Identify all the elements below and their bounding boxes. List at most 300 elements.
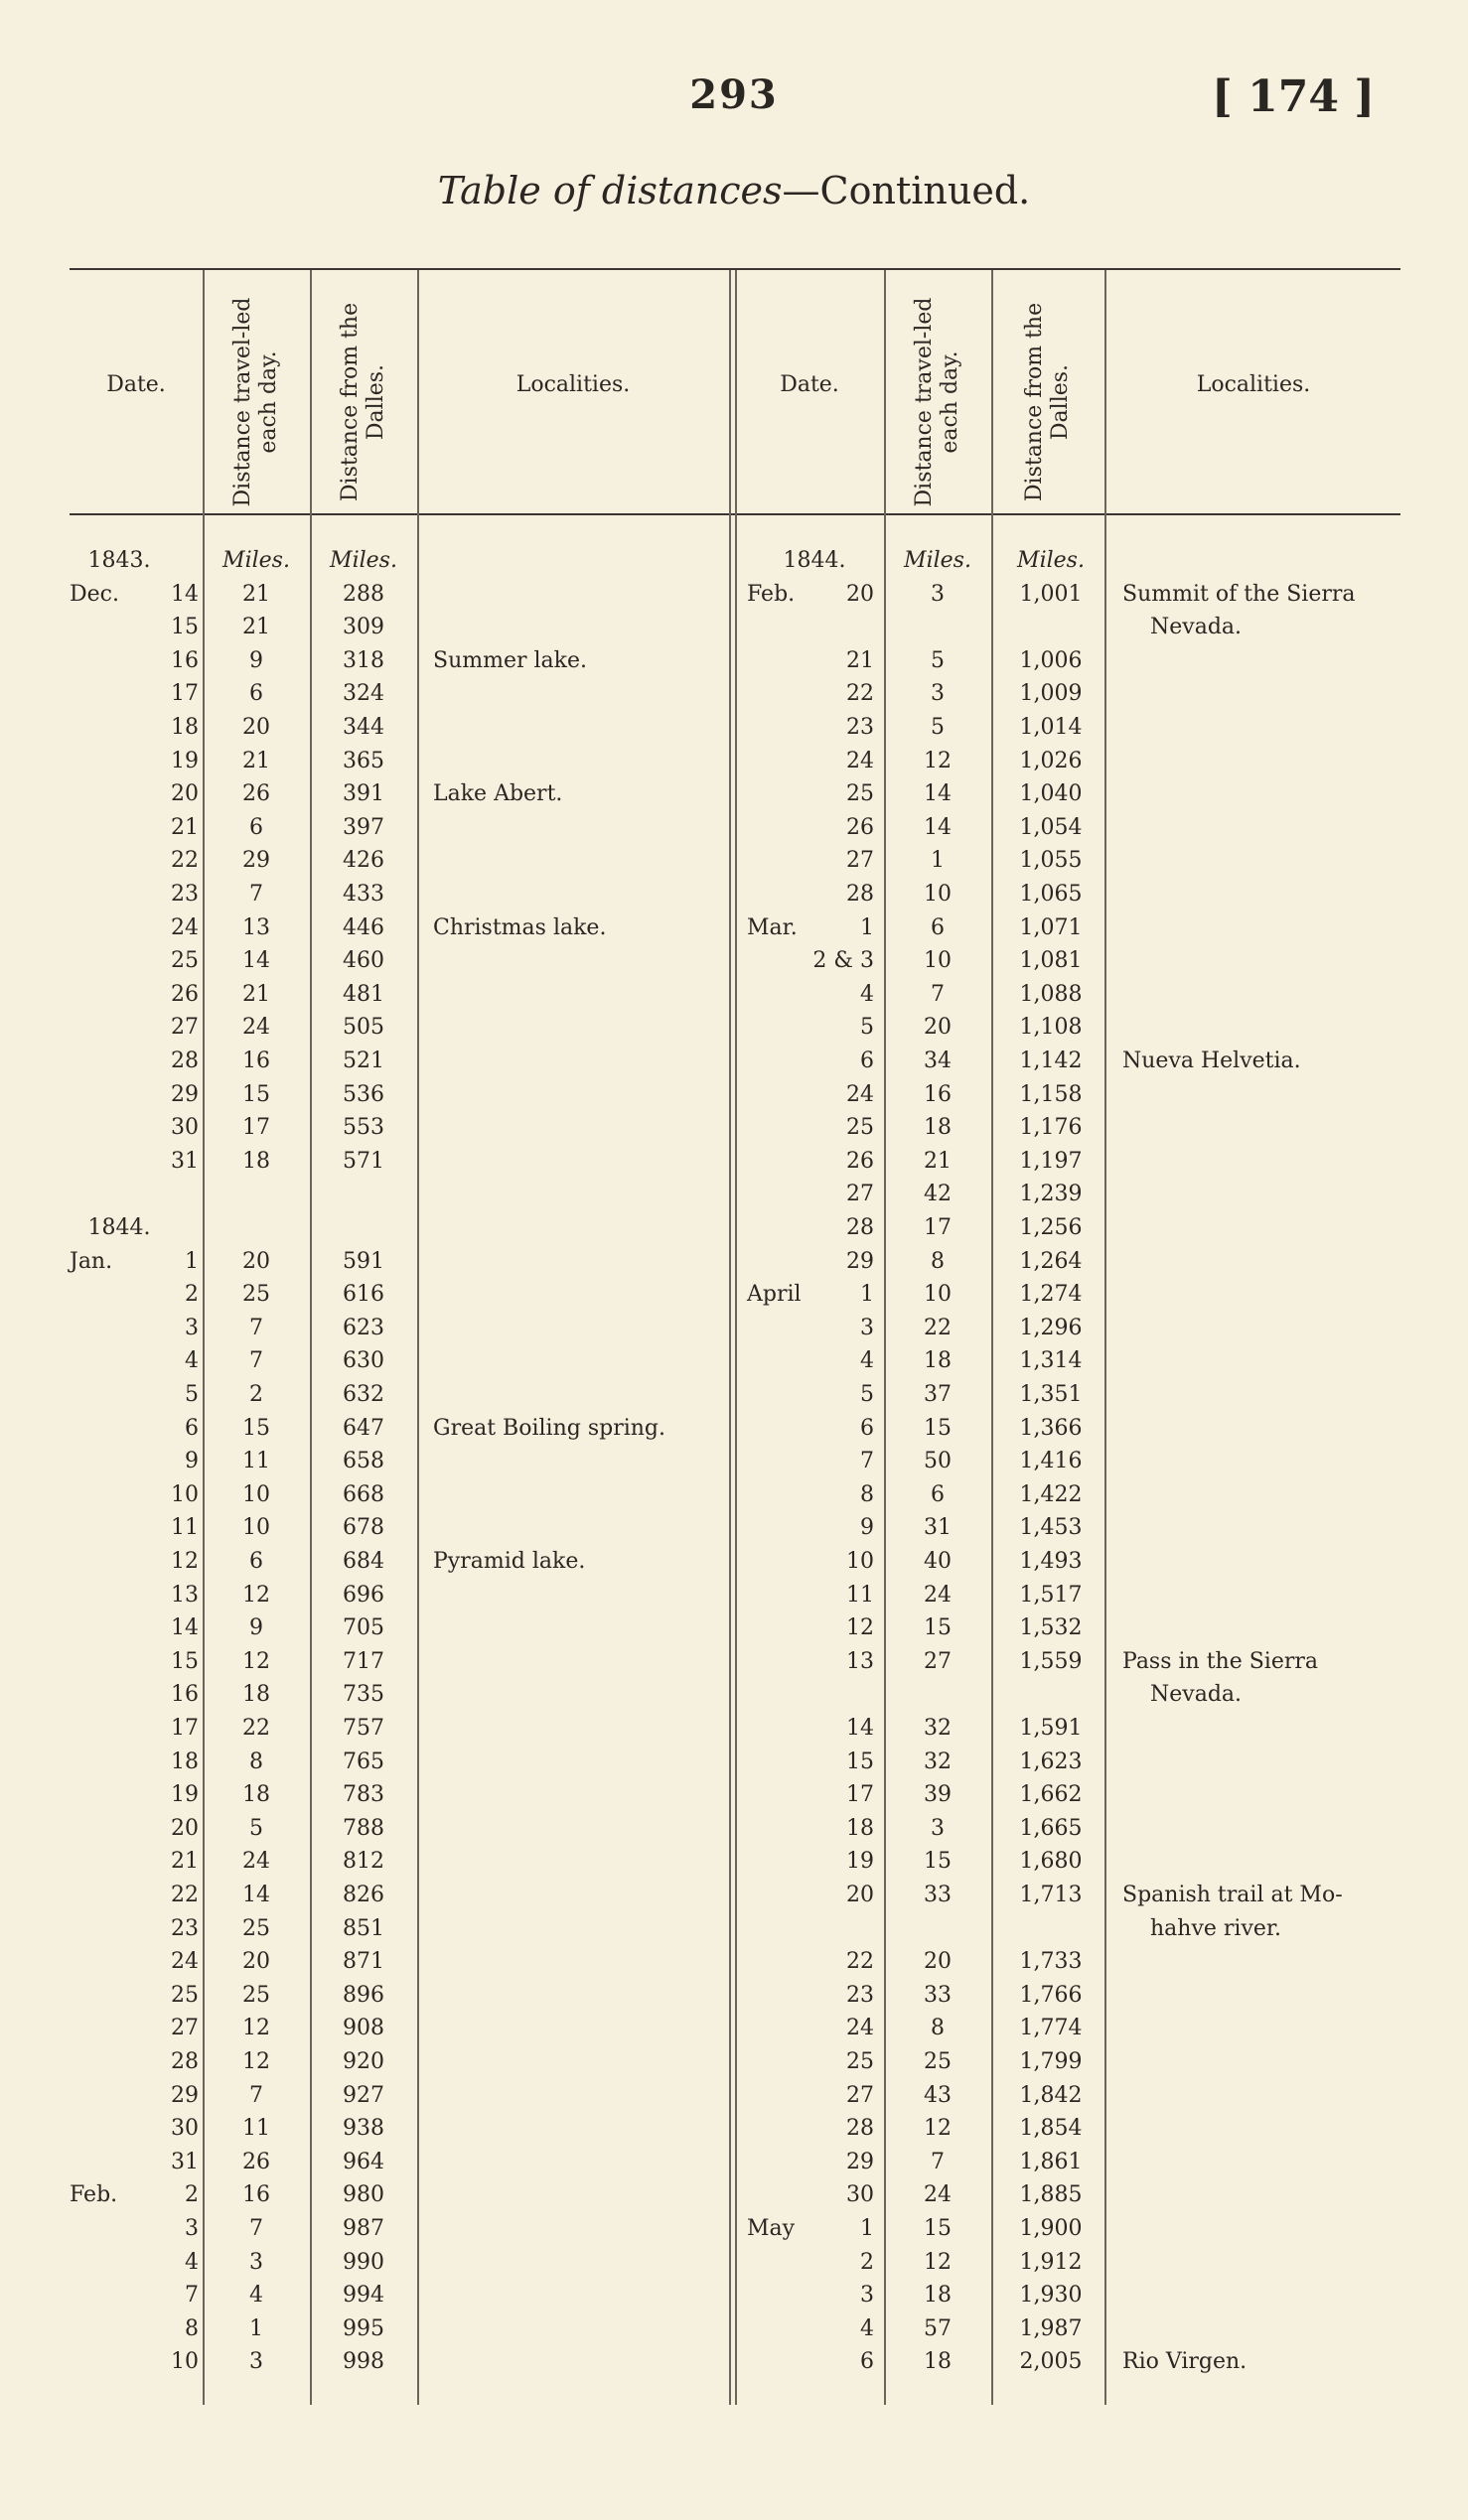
distance-cell: 16 <box>924 1081 952 1107</box>
col-rule <box>1104 270 1106 2405</box>
day-cell: 26 <box>846 814 874 840</box>
day-cell: 30 <box>171 1115 199 1141</box>
distance-cell: 7 <box>931 981 945 1007</box>
day-cell: 29 <box>171 2082 199 2108</box>
total-cell: 623 <box>343 1315 384 1340</box>
distance-cell: 6 <box>931 1481 945 1507</box>
total-cell: 1,591 <box>1019 1716 1083 1741</box>
day-cell: 25 <box>171 1982 199 2008</box>
distance-cell: 7 <box>249 2216 263 2241</box>
day-cell: 18 <box>171 1749 199 1774</box>
day-cell: 12 <box>171 1549 199 1574</box>
month-label: Jan. <box>70 1248 113 1274</box>
distance-cell: 14 <box>242 948 270 974</box>
distance-cell: 22 <box>924 1315 952 1340</box>
distance-cell: 25 <box>242 1982 270 2008</box>
total-cell: 757 <box>343 1716 384 1741</box>
total-cell: 1,351 <box>1019 1382 1083 1407</box>
day-cell: 23 <box>846 1982 874 2008</box>
locality-cell: Nueva Helvetia. <box>1122 1049 1301 1073</box>
total-cell: 927 <box>343 2082 384 2108</box>
distance-cell: 21 <box>242 581 270 607</box>
total-cell: 446 <box>343 914 384 940</box>
locality-cell: Summit of the Sierra <box>1122 581 1356 607</box>
day-cell: 25 <box>846 781 874 807</box>
day-cell: 3 <box>185 2216 199 2241</box>
year-label: 1844. <box>783 548 846 573</box>
header-date-right: Date. <box>780 372 839 397</box>
header-from-dalles-right: Distance from the Dalles. <box>1022 302 1073 502</box>
distance-cell: 5 <box>931 715 945 740</box>
miles-unit: Miles. <box>330 548 397 573</box>
distance-cell: 27 <box>924 1648 952 1674</box>
distance-cell: 18 <box>242 1782 270 1808</box>
total-cell: 365 <box>343 748 384 773</box>
day-cell: 1 <box>860 914 874 940</box>
distance-cell: 15 <box>924 1849 952 1875</box>
distance-cell: 3 <box>249 2349 263 2375</box>
day-cell: 18 <box>846 1815 874 1841</box>
distance-cell: 7 <box>249 882 263 907</box>
total-cell: 1,662 <box>1019 1782 1083 1808</box>
total-cell: 309 <box>343 615 384 640</box>
total-cell: 324 <box>343 681 384 707</box>
day-cell: 7 <box>185 2283 199 2309</box>
distance-cell: 25 <box>242 1915 270 1941</box>
distance-cell: 12 <box>242 1648 270 1674</box>
day-cell: 15 <box>171 1648 199 1674</box>
total-cell: 1,453 <box>1019 1515 1083 1541</box>
total-cell: 717 <box>343 1648 384 1674</box>
day-cell: 30 <box>171 2116 199 2142</box>
total-cell: 1,665 <box>1019 1815 1083 1841</box>
distance-cell: 8 <box>931 1248 945 1274</box>
distance-cell: 31 <box>924 1515 952 1541</box>
distance-cell: 6 <box>249 1549 263 1574</box>
day-cell: 21 <box>846 647 874 673</box>
total-cell: 1,081 <box>1019 948 1083 974</box>
distance-cell: 50 <box>924 1449 952 1474</box>
day-cell: 27 <box>846 848 874 874</box>
total-cell: 536 <box>343 1081 384 1107</box>
day-cell: 28 <box>171 1049 199 1073</box>
total-cell: 505 <box>343 1015 384 1041</box>
distance-cell: 21 <box>242 748 270 773</box>
distance-cell: 20 <box>242 1248 270 1274</box>
total-cell: 938 <box>343 2116 384 2142</box>
header-travelled-right: Distance travel-led each day. <box>912 297 962 507</box>
month-label: Feb. <box>70 2182 118 2208</box>
day-cell: 27 <box>846 2082 874 2108</box>
total-cell: 684 <box>343 1549 384 1574</box>
total-cell: 1,264 <box>1019 1248 1083 1274</box>
distance-cell: 21 <box>924 1148 952 1174</box>
total-cell: 1,197 <box>1019 1148 1083 1174</box>
day-cell: 31 <box>171 2149 199 2174</box>
total-cell: 1,766 <box>1019 1982 1083 2008</box>
total-cell: 1,040 <box>1019 781 1083 807</box>
day-cell: 28 <box>846 1215 874 1240</box>
total-cell: 1,009 <box>1019 681 1083 707</box>
col-rule <box>729 270 731 2405</box>
total-cell: 980 <box>343 2182 384 2208</box>
day-cell: 12 <box>846 1615 874 1641</box>
distance-cell: 24 <box>924 2182 952 2208</box>
total-cell: 1,256 <box>1019 1215 1083 1240</box>
distance-cell: 11 <box>242 2116 270 2142</box>
distance-cell: 20 <box>924 1015 952 1041</box>
distance-cell: 10 <box>242 1515 270 1541</box>
day-cell: 20 <box>171 781 199 807</box>
day-cell: 2 <box>185 2182 199 2208</box>
day-cell: 2 <box>185 1282 199 1308</box>
day-cell: 20 <box>171 1815 199 1841</box>
total-cell: 426 <box>343 848 384 874</box>
total-cell: 1,366 <box>1019 1415 1083 1441</box>
total-cell: 1,900 <box>1019 2216 1083 2241</box>
day-cell: 28 <box>846 2116 874 2142</box>
distance-cell: 7 <box>249 1348 263 1374</box>
total-cell: 1,774 <box>1019 2016 1083 2041</box>
day-cell: 14 <box>171 581 199 607</box>
day-cell: 4 <box>185 1348 199 1374</box>
day-cell: 22 <box>171 848 199 874</box>
distance-cell: 43 <box>924 2082 952 2108</box>
distance-cell: 29 <box>242 848 270 874</box>
total-cell: 1,274 <box>1019 1282 1083 1308</box>
distance-cell: 25 <box>242 1282 270 1308</box>
distance-cell: 7 <box>249 1315 263 1340</box>
bracket-number: [ 174 ] <box>1212 71 1376 122</box>
distance-cell: 6 <box>249 681 263 707</box>
total-cell: 1,176 <box>1019 1115 1083 1141</box>
day-cell: 17 <box>171 681 199 707</box>
day-cell: 14 <box>171 1615 199 1641</box>
day-cell: 21 <box>171 1849 199 1875</box>
distance-cell: 9 <box>249 647 263 673</box>
day-cell: 24 <box>846 748 874 773</box>
total-cell: 433 <box>343 882 384 907</box>
distance-cell: 8 <box>249 1749 263 1774</box>
distance-cell: 3 <box>249 2249 263 2275</box>
total-cell: 1,071 <box>1019 914 1083 940</box>
day-cell: 6 <box>860 1049 874 1073</box>
day-cell: 24 <box>846 1081 874 1107</box>
col-rule <box>735 270 737 2405</box>
day-cell: 26 <box>846 1148 874 1174</box>
locality-cell: Pyramid lake. <box>433 1549 586 1574</box>
day-cell: 20 <box>846 581 874 607</box>
distance-cell: 16 <box>242 2182 270 2208</box>
day-cell: 27 <box>171 1015 199 1041</box>
day-cell: 20 <box>846 1883 874 1907</box>
table-title <box>0 169 1468 212</box>
total-cell: 318 <box>343 647 384 673</box>
year-label: 1843. <box>87 548 151 573</box>
day-cell: 10 <box>846 1549 874 1574</box>
distance-cell: 12 <box>924 2249 952 2275</box>
distance-cell: 32 <box>924 1716 952 1741</box>
total-cell: 630 <box>343 1348 384 1374</box>
distance-cell: 3 <box>931 681 945 707</box>
total-cell: 1,001 <box>1019 581 1083 607</box>
col-rule <box>991 270 993 2405</box>
total-cell: 521 <box>343 1049 384 1073</box>
distance-cell: 8 <box>931 2016 945 2041</box>
day-cell: 29 <box>846 1248 874 1274</box>
distance-cell: 18 <box>242 1682 270 1708</box>
distance-cell: 18 <box>924 1348 952 1374</box>
distance-cell: 11 <box>242 1449 270 1474</box>
total-cell: 1,912 <box>1019 2249 1083 2275</box>
total-cell: 1,296 <box>1019 1315 1083 1340</box>
title-rest: —Continued. <box>782 169 1031 212</box>
total-cell: 1,713 <box>1019 1883 1083 1907</box>
total-cell: 1,842 <box>1019 2082 1083 2108</box>
total-cell: 591 <box>343 1248 384 1274</box>
distance-cell: 15 <box>242 1415 270 1441</box>
day-cell: 25 <box>171 948 199 974</box>
total-cell: 1,142 <box>1019 1049 1083 1073</box>
day-cell: 1 <box>860 1282 874 1308</box>
distance-cell: 24 <box>924 1582 952 1608</box>
locality-cell: Great Boiling spring. <box>433 1415 665 1441</box>
total-cell: 871 <box>343 1949 384 1975</box>
total-cell: 908 <box>343 2016 384 2041</box>
locality-cell: Nevada. <box>1150 1682 1243 1708</box>
total-cell: 1,493 <box>1019 1549 1083 1574</box>
day-cell: 27 <box>846 1182 874 1207</box>
total-cell: 481 <box>343 981 384 1007</box>
distance-cell: 33 <box>924 1883 952 1907</box>
total-cell: 1,054 <box>1019 814 1083 840</box>
day-cell: 15 <box>846 1749 874 1774</box>
distance-cell: 17 <box>924 1215 952 1240</box>
day-cell: 16 <box>171 1682 199 1708</box>
total-cell: 1,006 <box>1019 647 1083 673</box>
total-cell: 1,987 <box>1019 2315 1083 2341</box>
total-cell: 896 <box>343 1982 384 2008</box>
day-cell: 10 <box>171 1481 199 1507</box>
header-from-dalles: Distance from the Dalles. <box>338 302 388 502</box>
distance-cell: 9 <box>249 1615 263 1641</box>
total-cell: 647 <box>343 1415 384 1441</box>
distance-cell: 3 <box>931 1815 945 1841</box>
locality-cell: Nevada. <box>1150 615 1243 640</box>
distance-cell: 10 <box>924 1282 952 1308</box>
day-cell: 8 <box>185 2315 199 2341</box>
day-cell: 29 <box>171 1081 199 1107</box>
total-cell: 2,005 <box>1019 2349 1083 2375</box>
day-cell: 1 <box>860 2216 874 2241</box>
distance-cell: 12 <box>242 2016 270 2041</box>
distance-cell: 42 <box>924 1182 952 1207</box>
total-cell: 668 <box>343 1481 384 1507</box>
total-cell: 990 <box>343 2249 384 2275</box>
day-cell: 3 <box>860 2283 874 2309</box>
day-cell: 6 <box>860 1415 874 1441</box>
total-cell: 1,014 <box>1019 715 1083 740</box>
distance-cell: 32 <box>924 1749 952 1774</box>
header-travelled: Distance travel-led each day. <box>230 297 281 507</box>
distance-cell: 26 <box>242 781 270 807</box>
day-cell: 18 <box>171 715 199 740</box>
miles-unit: Miles. <box>904 548 971 573</box>
distance-cell: 12 <box>924 2116 952 2142</box>
distance-cell: 20 <box>924 1949 952 1975</box>
total-cell: 1,517 <box>1019 1582 1083 1608</box>
distance-cell: 16 <box>242 1049 270 1073</box>
total-cell: 995 <box>343 2315 384 2341</box>
total-cell: 851 <box>343 1915 384 1941</box>
month-label: Feb. <box>747 581 796 607</box>
total-cell: 1,930 <box>1019 2283 1083 2309</box>
total-cell: 1,065 <box>1019 882 1083 907</box>
total-cell: 616 <box>343 1282 384 1308</box>
distance-cell: 12 <box>242 2049 270 2074</box>
total-cell: 1,422 <box>1019 1481 1083 1507</box>
day-cell: 11 <box>846 1582 874 1608</box>
month-label: Dec. <box>70 581 119 607</box>
total-cell: 1,532 <box>1019 1615 1083 1641</box>
miles-unit: Miles. <box>222 548 290 573</box>
day-cell: 2 & 3 <box>812 948 874 974</box>
distance-cell: 4 <box>249 2283 263 2309</box>
header-date: Date. <box>106 372 166 397</box>
day-cell: 22 <box>846 681 874 707</box>
total-cell: 288 <box>343 581 384 607</box>
total-cell: 994 <box>343 2283 384 2309</box>
distance-cell: 57 <box>924 2315 952 2341</box>
day-cell: 2 <box>860 2249 874 2275</box>
day-cell: 22 <box>846 1949 874 1975</box>
distance-cell: 24 <box>242 1849 270 1875</box>
distance-cell: 7 <box>249 2082 263 2108</box>
distance-cell: 14 <box>242 1883 270 1907</box>
total-cell: 788 <box>343 1815 384 1841</box>
total-cell: 920 <box>343 2049 384 2074</box>
total-cell: 1,026 <box>1019 748 1083 773</box>
total-cell: 1,733 <box>1019 1949 1083 1975</box>
day-cell: 4 <box>860 981 874 1007</box>
distance-cell: 18 <box>924 1115 952 1141</box>
total-cell: 1,623 <box>1019 1749 1083 1774</box>
total-cell: 553 <box>343 1115 384 1141</box>
day-cell: 17 <box>846 1782 874 1808</box>
distance-cell: 17 <box>242 1115 270 1141</box>
day-cell: 5 <box>860 1015 874 1041</box>
day-cell: 24 <box>171 1949 199 1975</box>
day-cell: 8 <box>860 1481 874 1507</box>
distance-cell: 5 <box>931 647 945 673</box>
day-cell: 28 <box>846 882 874 907</box>
locality-cell: Rio Virgen. <box>1122 2349 1248 2375</box>
distance-cell: 25 <box>924 2049 952 2074</box>
distance-cell: 6 <box>249 814 263 840</box>
day-cell: 4 <box>860 2315 874 2341</box>
day-cell: 22 <box>171 1883 199 1907</box>
month-label: April <box>747 1282 802 1308</box>
day-cell: 6 <box>860 2349 874 2375</box>
distance-cell: 14 <box>924 814 952 840</box>
locality-cell: Pass in the Sierra <box>1122 1648 1319 1674</box>
day-cell: 26 <box>171 981 199 1007</box>
total-cell: 632 <box>343 1382 384 1407</box>
day-cell: 7 <box>860 1449 874 1474</box>
distance-cell: 24 <box>242 1015 270 1041</box>
distance-cell: 1 <box>249 2315 263 2341</box>
distance-cell: 34 <box>924 1049 952 1073</box>
distance-cell: 5 <box>249 1815 263 1841</box>
distance-cell: 10 <box>924 882 952 907</box>
day-cell: 21 <box>171 814 199 840</box>
distance-cell: 7 <box>931 2149 945 2174</box>
day-cell: 23 <box>846 715 874 740</box>
distance-cell: 39 <box>924 1782 952 1808</box>
distance-cell: 12 <box>924 748 952 773</box>
total-cell: 344 <box>343 715 384 740</box>
header-localities-right: Localities. <box>1196 372 1311 397</box>
distance-cell: 10 <box>924 948 952 974</box>
distance-cell: 37 <box>924 1382 952 1407</box>
day-cell: 23 <box>171 1915 199 1941</box>
total-cell: 1,055 <box>1019 848 1083 874</box>
distance-cell: 33 <box>924 1982 952 2008</box>
day-cell: 31 <box>171 1148 199 1174</box>
col-rule <box>417 270 419 2405</box>
day-cell: 3 <box>860 1315 874 1340</box>
month-label: May <box>747 2216 796 2241</box>
day-cell: 9 <box>860 1515 874 1541</box>
day-cell: 24 <box>171 914 199 940</box>
distance-cell: 10 <box>242 1481 270 1507</box>
day-cell: 19 <box>171 748 199 773</box>
total-cell: 964 <box>343 2149 384 2174</box>
locality-cell: Spanish trail at Mo- <box>1122 1883 1343 1907</box>
distance-cell: 18 <box>242 1148 270 1174</box>
total-cell: 1,885 <box>1019 2182 1083 2208</box>
day-cell: 5 <box>860 1382 874 1407</box>
day-cell: 5 <box>185 1382 199 1407</box>
day-cell: 29 <box>846 2149 874 2174</box>
distance-cell: 15 <box>924 1615 952 1641</box>
total-cell: 1,108 <box>1019 1015 1083 1041</box>
distance-cell: 1 <box>931 848 945 874</box>
title-italic: Table of distances <box>437 169 783 212</box>
distance-cell: 21 <box>242 981 270 1007</box>
total-cell: 1,854 <box>1019 2116 1083 2142</box>
distance-cell: 21 <box>242 615 270 640</box>
total-cell: 460 <box>343 948 384 974</box>
distance-cell: 18 <box>924 2349 952 2375</box>
total-cell: 765 <box>343 1749 384 1774</box>
day-cell: 9 <box>185 1449 199 1474</box>
distance-cell: 14 <box>924 781 952 807</box>
total-cell: 826 <box>343 1883 384 1907</box>
distance-cell: 26 <box>242 2149 270 2174</box>
total-cell: 1,799 <box>1019 2049 1083 2074</box>
total-cell: 658 <box>343 1449 384 1474</box>
total-cell: 783 <box>343 1782 384 1808</box>
day-cell: 28 <box>171 2049 199 2074</box>
total-cell: 998 <box>343 2349 384 2375</box>
total-cell: 987 <box>343 2216 384 2241</box>
day-cell: 13 <box>171 1582 199 1608</box>
month-label: Mar. <box>747 914 798 940</box>
total-cell: 1,680 <box>1019 1849 1083 1875</box>
day-cell: 14 <box>846 1716 874 1741</box>
day-cell: 27 <box>171 2016 199 2041</box>
